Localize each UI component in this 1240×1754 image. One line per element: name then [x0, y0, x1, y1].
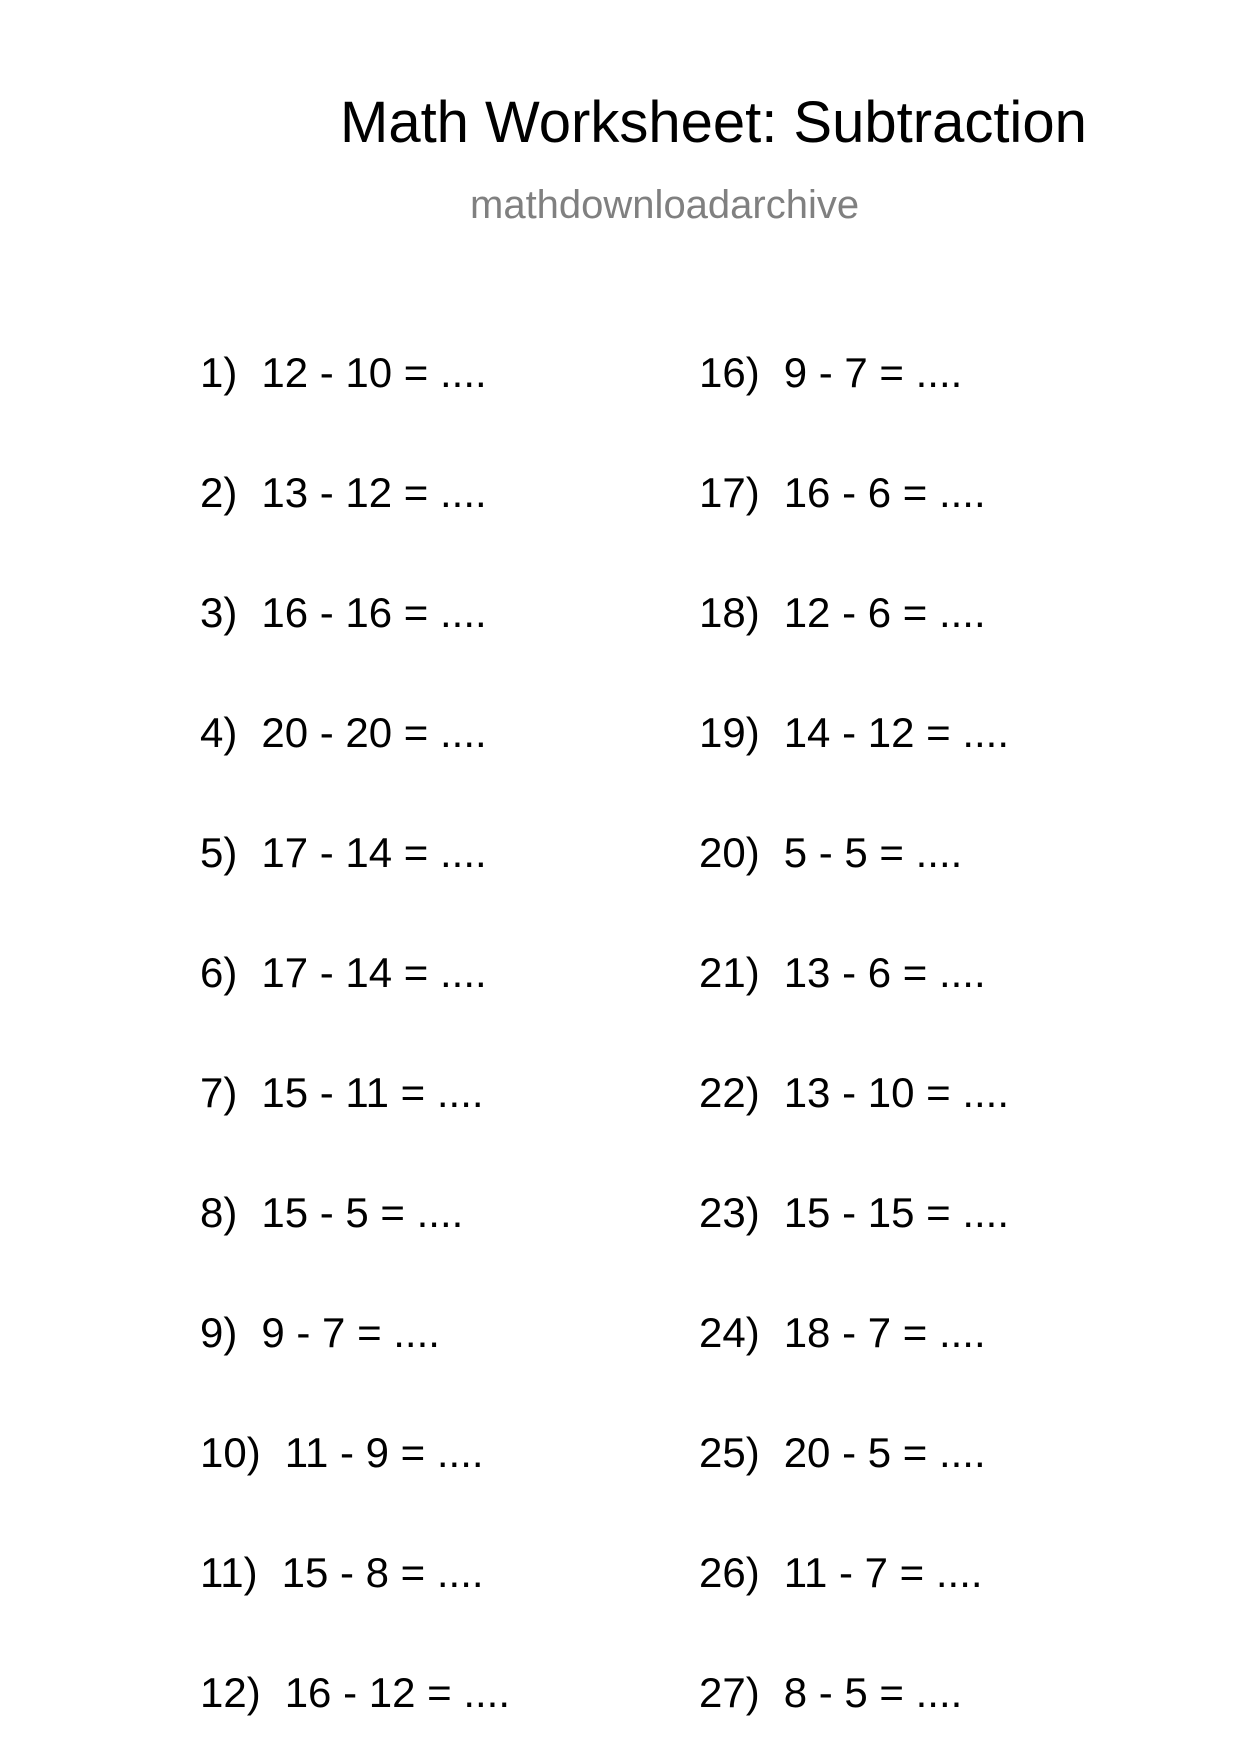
problem-number: 19)	[699, 709, 760, 756]
problem-expression: 17 - 14 = ....	[261, 829, 487, 876]
problem-expression: 8 - 5 = ....	[783, 1669, 963, 1716]
problem-number: 11)	[200, 1549, 258, 1596]
problem-number: 24)	[699, 1309, 760, 1356]
problem-item	[200, 1549, 484, 1596]
problem-item	[699, 1069, 1010, 1116]
problem-item	[200, 469, 487, 516]
problem-number: 22)	[699, 1069, 760, 1116]
problem-expression: 15 - 15 = ....	[783, 1189, 1010, 1236]
problem-expression: 12 - 6 = ....	[783, 589, 986, 636]
problem-expression: 20 - 20 = ....	[261, 709, 487, 756]
problem-item	[699, 349, 963, 396]
problem-number: 21)	[699, 949, 760, 996]
problem-expression: 18 - 7 = ....	[783, 1309, 986, 1356]
problem-number: 18)	[699, 589, 760, 636]
problem-number: 3)	[200, 589, 238, 636]
source-subtitle: mathdownloadarchive	[470, 183, 860, 227]
problem-number: 26)	[699, 1549, 760, 1596]
problem-number: 27)	[699, 1669, 760, 1716]
page-title: Math Worksheet: Subtraction	[340, 90, 1087, 155]
problem-item	[200, 709, 487, 756]
problem-item	[699, 949, 986, 996]
problem-number: 20)	[699, 829, 760, 876]
problem-expression: 16 - 6 = ....	[783, 469, 986, 516]
problem-item	[200, 1069, 484, 1116]
problem-number: 12)	[200, 1669, 261, 1716]
problem-item	[200, 829, 487, 876]
problem-number: 6)	[200, 949, 238, 996]
problem-item	[699, 589, 986, 636]
problem-number: 16)	[699, 349, 760, 396]
problem-expression: 16 - 16 = ....	[261, 589, 487, 636]
problem-expression: 20 - 5 = ....	[783, 1429, 986, 1476]
problem-number: 4)	[200, 709, 238, 756]
problem-item	[200, 1429, 484, 1476]
problem-expression: 11 - 7 = ....	[783, 1549, 983, 1596]
problem-expression: 9 - 7 = ....	[783, 349, 963, 396]
problem-item	[200, 949, 487, 996]
problem-expression: 16 - 12 = ....	[284, 1669, 511, 1716]
problem-expression: 13 - 12 = ....	[261, 469, 487, 516]
problem-item	[200, 589, 487, 636]
problem-expression: 15 - 11 = ....	[261, 1069, 484, 1116]
problem-item	[699, 1429, 986, 1476]
problem-item	[699, 469, 986, 516]
problem-item	[200, 1669, 511, 1716]
problem-item	[200, 349, 487, 396]
problem-item	[699, 1189, 1010, 1236]
problem-item	[200, 1309, 440, 1356]
problem-expression: 15 - 5 = ....	[261, 1189, 464, 1236]
problem-item	[699, 709, 1010, 756]
problem-expression: 5 - 5 = ....	[783, 829, 963, 876]
problem-expression: 15 - 8 = ....	[281, 1549, 484, 1596]
problem-expression: 13 - 10 = ....	[783, 1069, 1010, 1116]
problem-expression: 12 - 10 = ....	[261, 349, 487, 396]
problem-number: 2)	[200, 469, 238, 516]
problem-item	[200, 1189, 464, 1236]
problem-number: 10)	[200, 1429, 261, 1476]
problem-number: 23)	[699, 1189, 760, 1236]
problem-number: 17)	[699, 469, 760, 516]
problem-item	[699, 1309, 986, 1356]
problem-expression: 17 - 14 = ....	[261, 949, 487, 996]
problem-item	[699, 1669, 963, 1716]
problem-number: 5)	[200, 829, 238, 876]
problem-item	[699, 829, 963, 876]
problem-number: 7)	[200, 1069, 238, 1116]
problem-number: 25)	[699, 1429, 760, 1476]
problem-item	[699, 1549, 983, 1596]
problem-number: 1)	[200, 349, 238, 396]
problem-number: 9)	[200, 1309, 238, 1356]
problem-expression: 13 - 6 = ....	[783, 949, 986, 996]
problem-expression: 11 - 9 = ....	[284, 1429, 484, 1476]
problem-number: 8)	[200, 1189, 238, 1236]
problem-expression: 9 - 7 = ....	[261, 1309, 440, 1356]
problem-expression: 14 - 12 = ....	[783, 709, 1010, 756]
